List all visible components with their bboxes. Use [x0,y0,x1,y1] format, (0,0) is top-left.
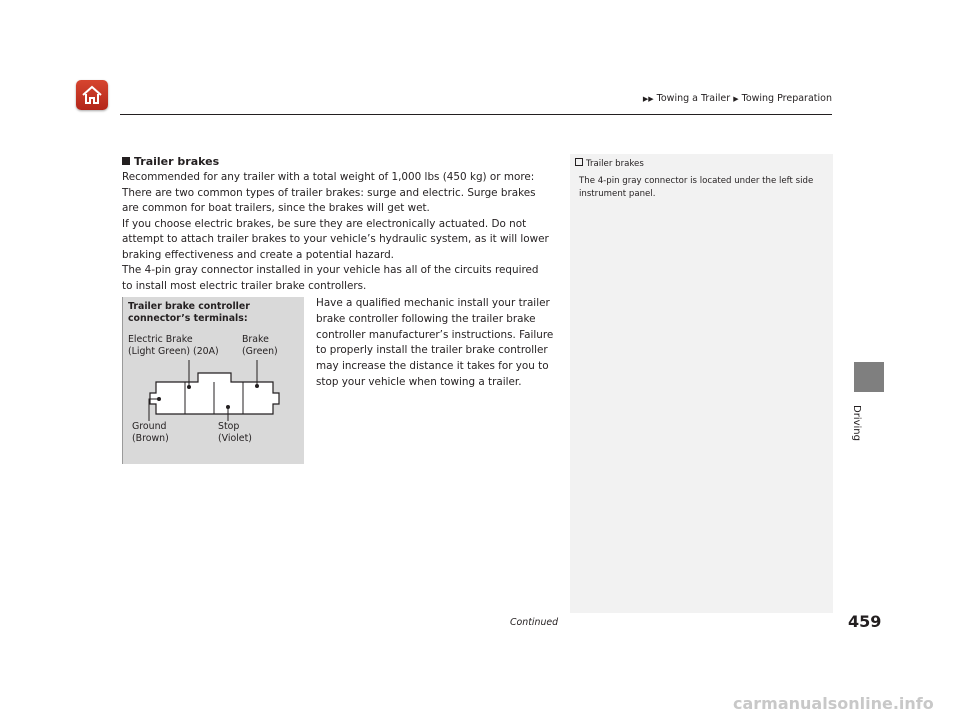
note-title: Trailer brakes [575,158,644,169]
page-number: 459 [848,612,882,631]
breadcrumb-arrow-icon: ▶ [733,95,739,103]
connector-diagram [123,297,304,464]
breadcrumb-item[interactable]: Towing a Trailer [656,93,731,104]
paragraph: Recommended for any trailer with a total weight of 1,000 lbs (450 kg) or more: There are two common types of trailer brakes: surge and electric. Surge brakes are common for boat trailers, since the brakes will get wet. [122,171,536,214]
watermark: carmanualsonline.info [733,694,934,713]
section-square-icon [122,157,130,165]
label-brake: Brake (Green) [242,334,278,357]
note-box-icon [575,158,583,166]
chapter-label: Driving [851,405,862,441]
figure-title: Trailer brake controller connector’s terminals: [128,301,250,324]
breadcrumb [643,93,832,104]
chapter-tab[interactable] [854,362,884,392]
connector-figure [122,297,304,464]
label-electric-brake: Electric Brake (Light Green) (20A) [128,334,219,357]
section-title: Trailer brakes [122,154,552,170]
note-text: The 4-pin gray connector is located under the left side instrument panel. [579,176,814,199]
side-paragraph: Have a qualified mechanic install your trailer brake controller following the trailer brake controller manufacturer’s instructions. Failure to properly install the trailer brake controller may increase the distance it takes for you to stop your vehicle when towing a trailer. [316,297,554,388]
side-note [570,154,833,613]
main-content [122,154,552,294]
header-divider [120,114,832,115]
paragraph: The 4-pin gray connector installed in your vehicle has all of the circuits required to install most electric trailer brake controllers. [122,264,539,292]
home-icon [80,83,104,107]
label-ground: Ground (Brown) [132,421,169,444]
continued-label: Continued [510,617,559,628]
home-button[interactable] [76,80,108,110]
breadcrumb-item[interactable]: Towing Preparation [741,93,832,104]
label-stop: Stop (Violet) [218,421,252,444]
paragraph: If you choose electric brakes, be sure they are electronically actuated. Do not attempt to attach trailer brakes to your vehicle’s hydraulic system, as it will lower braking effectiveness and create a potential hazard. [122,217,549,261]
breadcrumb-arrow-icon: ▶▶ [642,95,654,103]
